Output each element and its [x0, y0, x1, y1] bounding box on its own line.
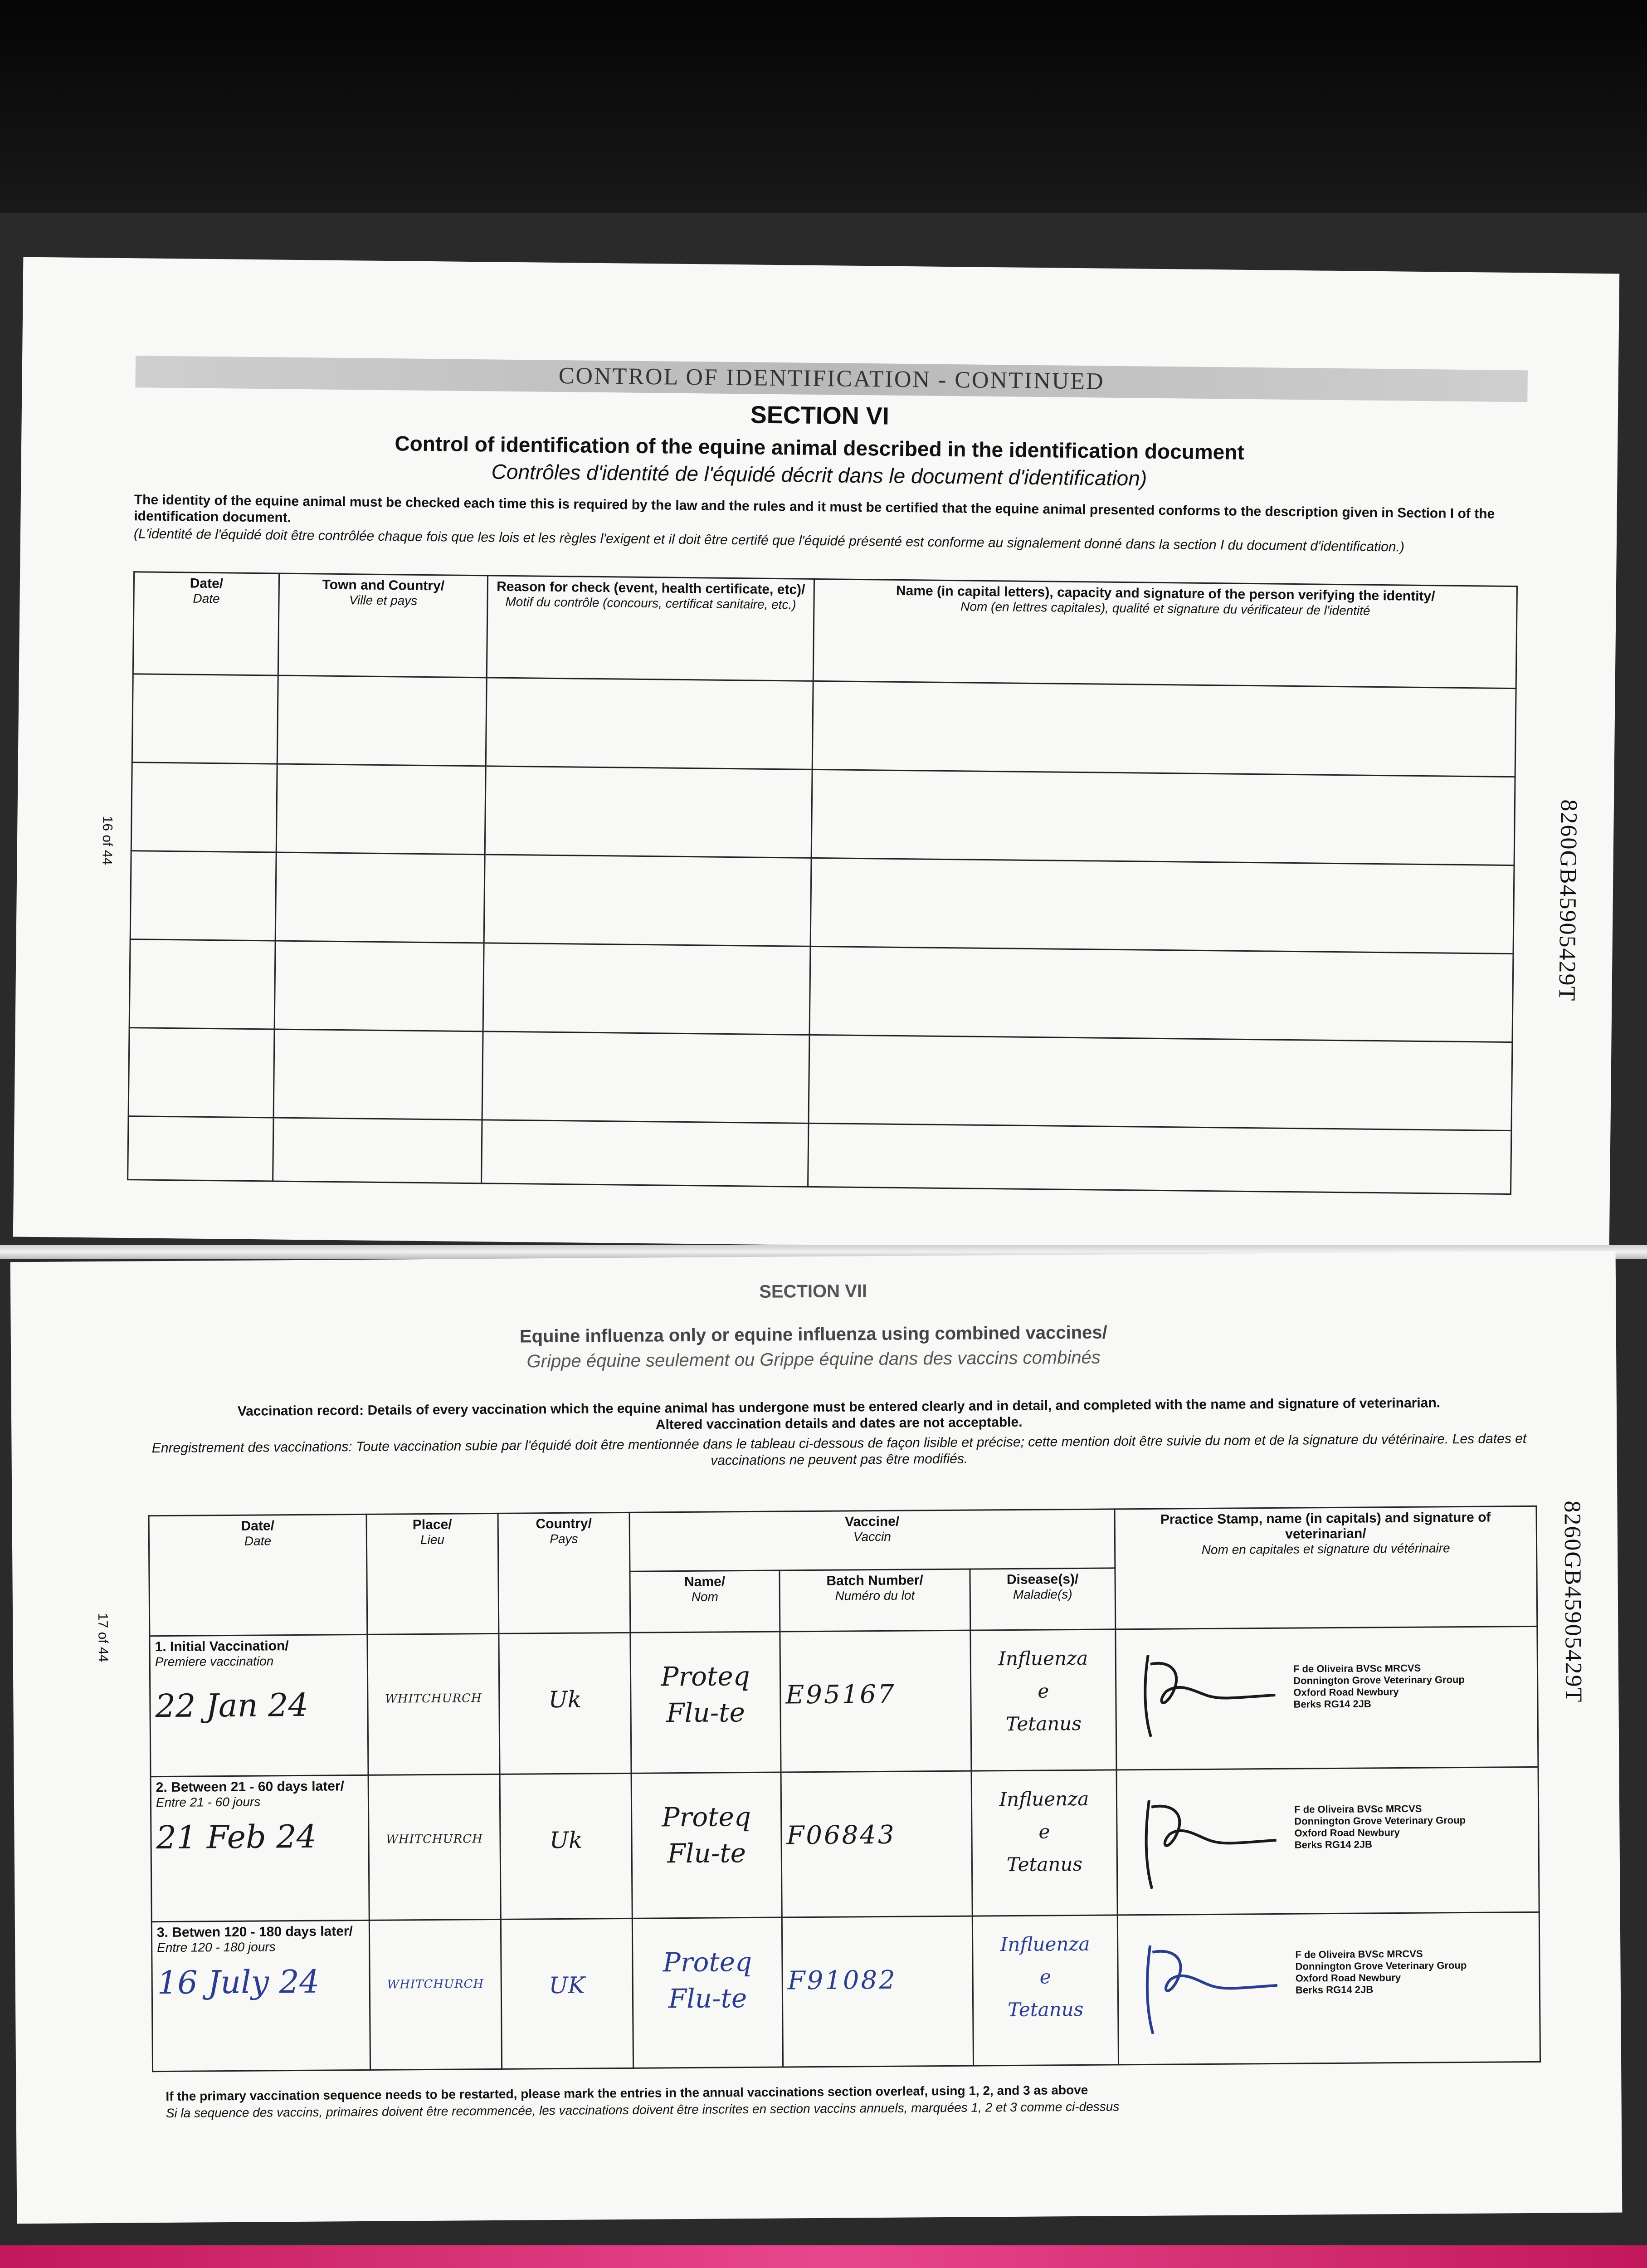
record-en: [147, 1394, 1530, 1437]
col-vaccine-name: Name/ Nom: [630, 1570, 780, 1633]
col-vaccine: Vaccine/ Vaccin: [629, 1509, 1115, 1571]
table-row: [129, 939, 1513, 1042]
vaccine-name-handwritten: Proteq Flu-te: [661, 1661, 750, 1729]
section-title: SECTION VI: [750, 401, 890, 430]
row-date-cell: 3. Betwen 120 - 180 days later/ Entre 120 - 180 jours 16 July 24: [151, 1920, 370, 2071]
table-row: [150, 1626, 1538, 1776]
record-en-a: Vaccination record: Details of every vaccination which the equine animal has undergone must be entered clearly and in detail, and completed with the name and signature of veterinarian.: [237, 1395, 1441, 1419]
passport-number: 8260GB45905429T: [1559, 1501, 1587, 1703]
footer-fr: Si la sequence des vaccins, primaires doivent être recommencée, les vaccinations doivent être inscrites en section vaccins annuels, marquées 1, 2 et 3 comme ci-dessus: [166, 2099, 1120, 2121]
stamp-cell: [1116, 1767, 1539, 1915]
country-handwritten: Uk: [549, 1827, 583, 1854]
vaccine-name-handwritten: Proteq Flu-te: [662, 1801, 751, 1869]
batch-handwritten: F06843: [786, 1820, 896, 1851]
country-handwritten: Uk: [548, 1686, 582, 1713]
practice-stamp: F de Oliveira BVSc MRCVS Donnington Grove Veterinary Group Oxford Road Newbury Berks RG14 2JB: [1295, 1948, 1467, 1996]
practice-stamp: F de Oliveira BVSc MRCVS Donnington Grove Veterinary Group Oxford Road Newbury Berks RG14 2JB: [1293, 1662, 1465, 1710]
col-disease: Disease(s)/ Maladie(s): [970, 1568, 1116, 1630]
disease-handwritten: Influenza e Tetanus: [1000, 1932, 1090, 2021]
col-verifier: Name (in capital letters), capacity and signature of the person verifying the identity/ Nom (en lettres capitales), qualité et signature du vérificateur de l'identité: [813, 579, 1517, 688]
passport-number: 8260GB45905429T: [1554, 799, 1582, 1002]
subtitle-fr: Grippe équine seulement ou Grippe équine dans des vaccins combinés: [526, 1347, 1101, 1372]
record-fr: Enregistrement des vaccinations: Toute vaccination subie par l'équidé doit être mentionnée dans le tableau ci-dessous de façon lisible et précise; cette mention doit être suivie du nom et de la signature du vétérinaire. Les dates et vaccinations ne peuvent pas être modifiés.: [151, 1431, 1527, 1468]
row-date-cell: 1. Initial Vaccination/ Premiere vaccination 22 Jan 24: [150, 1634, 368, 1776]
section-title: SECTION VII: [759, 1281, 867, 1302]
page-16: [13, 257, 1619, 1254]
col-batch: Batch Number/ Numéro du lot: [780, 1569, 970, 1632]
page-number: 17 of 44: [95, 1613, 111, 1662]
table-row: [128, 1028, 1512, 1131]
vaccine-name-handwritten: Proteq Flu-te: [663, 1946, 752, 2014]
date-handwritten: 16 July 24: [157, 1963, 320, 2002]
stamp-cell: [1116, 1626, 1538, 1769]
vet-signature: [1131, 1786, 1286, 1896]
place-handwritten: WHITCHURCH: [387, 1977, 484, 1992]
table-row: [132, 674, 1516, 777]
page-number: 16 of 44: [99, 816, 115, 865]
banner-title: CONTROL OF IDENTIFICATION - CONTINUED: [558, 363, 1105, 395]
footer-en: If the primary vaccination sequence needs to be restarted, please mark the entries in the annual vaccinations section overleaf, using 1, 2, and 3 as above: [166, 2082, 1088, 2104]
col-date: Date/ Date: [133, 572, 279, 675]
instruction-en: The identity of the equine animal must be checked each time this is required by the law and the rules and it must be certified that the equine animal presented conforms to the description given in Section I of the identification document.: [134, 492, 1495, 525]
subtitle-en: Equine influenza only or equine influenza using combined vaccines/: [519, 1322, 1107, 1347]
date-handwritten: 21 Feb 24: [156, 1818, 317, 1857]
section-banner: [135, 356, 1528, 402]
record-en-b: Altered vaccination details and dates are not acceptable.: [655, 1414, 1023, 1432]
place-handwritten: WHITCHURCH: [385, 1691, 482, 1706]
col-country: Country/ Pays: [498, 1512, 630, 1633]
batch-handwritten: F91082: [787, 1965, 897, 1996]
subtitle-fr: Contrôles d'identité de l'équidé décrit dans le document d'identification): [491, 459, 1147, 490]
batch-handwritten: E95167: [785, 1679, 896, 1710]
page-17: [10, 1251, 1623, 2224]
table-header-row: [133, 572, 1517, 689]
table-row: [151, 1912, 1540, 2071]
col-reason: Reason for check (event, health certificate, etc)/ Motif du contrôle (concours, certificat sanitaire, etc.): [487, 576, 814, 681]
instruction-fr: (L'identité de l'équidé doit être contrôlée chaque fois que les lois et les règles l'exigent et il doit être certifé que l'équidé présenté est conforme au signalement donné dans la section I du document d'identification.): [133, 526, 1405, 555]
vaccination-table: [148, 1505, 1541, 2072]
identity-check-table: [127, 571, 1518, 1195]
date-handwritten: 22 Jan 24: [155, 1686, 309, 1725]
col-town-country: Town and Country/ Ville et pays: [278, 573, 487, 678]
vet-signature: [1132, 1931, 1287, 2041]
col-date: Date/ Date: [149, 1514, 367, 1636]
row-date-cell: 2. Between 21 - 60 days later/ Entre 21 - 60 jours 21 Feb 24: [151, 1775, 369, 1921]
table-row: [130, 851, 1514, 954]
vet-signature: [1130, 1645, 1285, 1746]
practice-stamp: F de Oliveira BVSc MRCVS Donnington Grove Veterinary Group Oxford Road Newbury Berks RG14 2JB: [1294, 1803, 1466, 1851]
col-place: Place/ Lieu: [366, 1513, 499, 1634]
disease-handwritten: Influenza e Tetanus: [998, 1647, 1088, 1735]
table-row: [151, 1767, 1539, 1921]
place-handwritten: WHITCHURCH: [386, 1832, 483, 1847]
background-dark: [0, 0, 1647, 236]
col-stamp: Practice Stamp, name (in capitals) and signature of veterinarian/ Nom en capitales et signature du vétérinaire: [1115, 1506, 1537, 1629]
country-handwritten: UK: [549, 1972, 585, 1999]
table-row: [131, 763, 1515, 865]
stamp-cell: [1117, 1912, 1540, 2064]
subtitle-en: Control of identification of the equine animal described in the identification document: [395, 431, 1244, 464]
table-header-row: [149, 1506, 1537, 1574]
disease-handwritten: Influenza e Tetanus: [999, 1787, 1089, 1876]
